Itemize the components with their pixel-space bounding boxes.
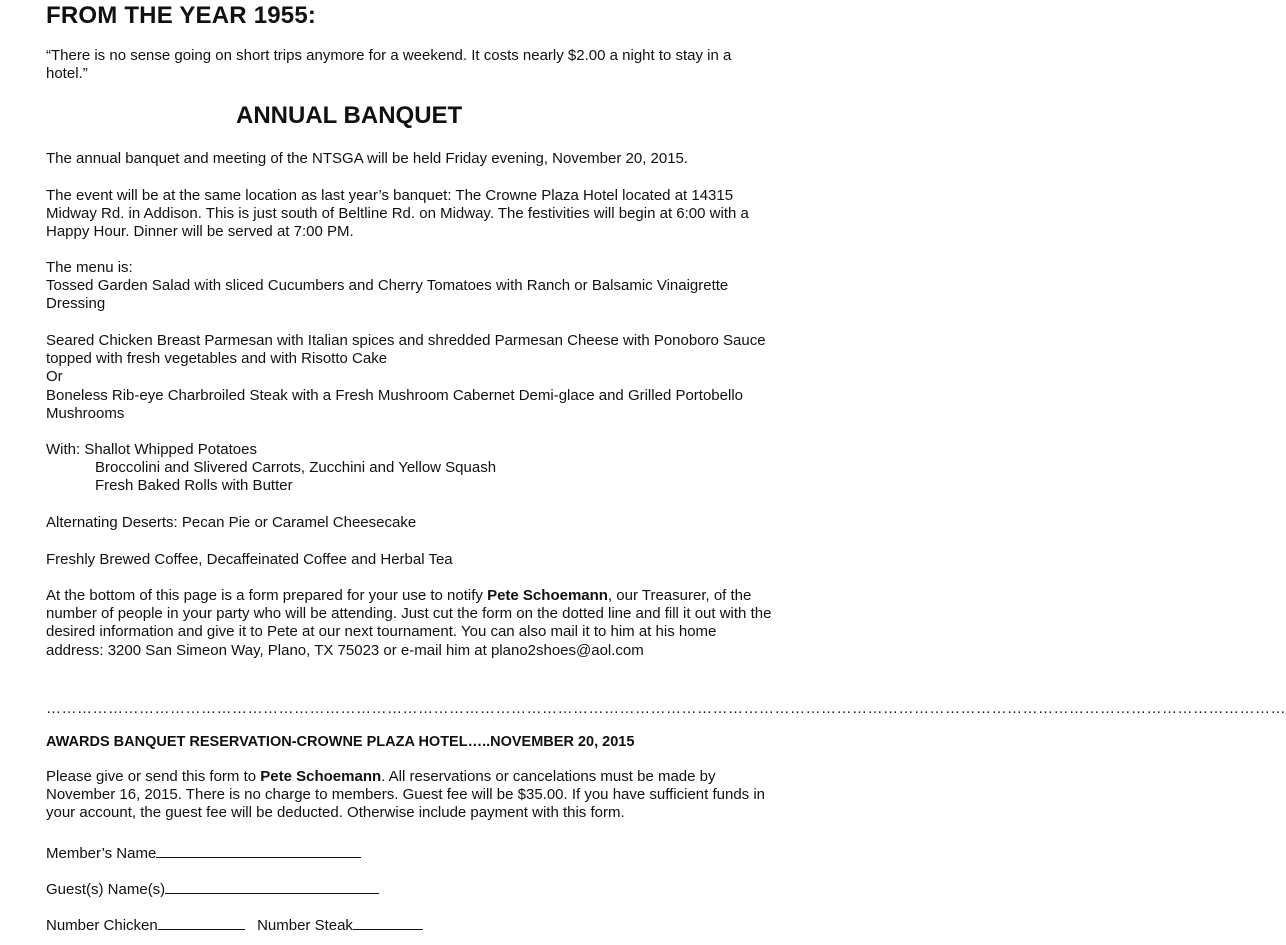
menu-deserts: Alternating Deserts: Pecan Pie or Caramel Cheesecake bbox=[46, 514, 417, 531]
menu-intro: The menu is: bbox=[46, 259, 133, 276]
notice-paragraph bbox=[46, 587, 776, 660]
quote-paragraph: “There is no sense going on short trips anymore for a weekend. It costs nearly $2.00 a night to stay in a hotel.” bbox=[46, 47, 732, 83]
menu-salad: Tossed Garden Salad with sliced Cucumbers and Cherry Tomatoes with Ranch or Balsamic Vinaigrette Dressing bbox=[46, 277, 729, 313]
menu-intro-block bbox=[46, 259, 776, 314]
menu-or: Or bbox=[46, 368, 63, 386]
form-text-1: Please give or send this form to bbox=[46, 768, 261, 785]
menu-chicken: Seared Chicken Breast Parmesan with Italian spices and shredded Parmesan Cheese with Ponoboro Sauce topped with fresh vegetables and with Risotto Cake bbox=[46, 332, 766, 368]
location-paragraph: The event will be at the same location as last year’s banquet: The Crowne Plaza Hotel located at 14315 Midway Rd. in Addison. This is just south of Beltline Rd. on Midway. The festivities will begin at 6:00 with a Happy Hour. Dinner will be served at 7:00 PM. bbox=[46, 187, 749, 241]
annual-banquet-title: ANNUAL BANQUET bbox=[236, 102, 463, 129]
chicken-count-field[interactable] bbox=[158, 915, 245, 930]
cut-dotted-line: …………………………………………………………………………………………………………………………………………………………………………………………………………………… bbox=[46, 700, 1286, 717]
menu-with-vegetables: Broccolini and Slivered Carrots, Zucchini and Yellow Squash bbox=[95, 459, 497, 477]
form-instructions bbox=[46, 768, 776, 823]
menu-entrees bbox=[46, 332, 776, 423]
form-treasurer-name: Pete Schoemann bbox=[260, 768, 382, 785]
member-name-field[interactable] bbox=[156, 843, 361, 858]
menu-with-rolls: Fresh Baked Rolls with Butter bbox=[95, 477, 293, 495]
steak-count-field[interactable] bbox=[353, 915, 423, 930]
menu-with-potatoes: With: Shallot Whipped Potatoes bbox=[46, 441, 257, 458]
notice-text-2: , our Treasurer, of the number of people in your party who will be attending. Just cut the form on the dotted line and fill it out with the desired information and give it to Pete at our next tournament. You can also mail it to him at his home address: 3200 San Simeon Way, Plano, TX 75023 or e-mail him at plano2shoes@aol.com bbox=[46, 587, 772, 659]
member-name-row bbox=[46, 843, 776, 863]
guest-name-label: Guest(s) Name(s) bbox=[46, 881, 166, 898]
form-text-2: . All reservations or cancelations must be made by November 16, 2015. There is no charge to members. Guest fee will be $35.00. If you have sufficient funds in your account, the guest fee will be deducted. Otherwise include payment with this form. bbox=[46, 768, 766, 822]
guest-name-field[interactable] bbox=[165, 879, 379, 894]
steak-count-label: Number Steak bbox=[257, 917, 353, 934]
guest-name-row bbox=[46, 879, 776, 899]
menu-sides bbox=[46, 441, 776, 496]
menu-steak: Boneless Rib-eye Charbroiled Steak with a Fresh Mushroom Cabernet Demi-glace and Grilled Portobello Mushrooms bbox=[46, 386, 743, 422]
member-name-label: Member’s Name bbox=[46, 845, 157, 862]
heading-from-1955: FROM THE YEAR 1955: bbox=[46, 2, 317, 29]
chicken-count-label: Number Chicken bbox=[46, 917, 158, 934]
form-title: AWARDS BANQUET RESERVATION-CROWNE PLAZA HOTEL…..NOVEMBER 20, 2015 bbox=[46, 734, 635, 750]
intro-paragraph: The annual banquet and meeting of the NTSGA will be held Friday evening, November 20, 2015. bbox=[46, 150, 689, 167]
notice-text-1: At the bottom of this page is a form prepared for your use to notify bbox=[46, 587, 488, 604]
treasurer-name: Pete Schoemann bbox=[487, 587, 608, 604]
meal-count-row bbox=[46, 915, 776, 935]
menu-drinks: Freshly Brewed Coffee, Decaffeinated Coffee and Herbal Tea bbox=[46, 551, 453, 568]
